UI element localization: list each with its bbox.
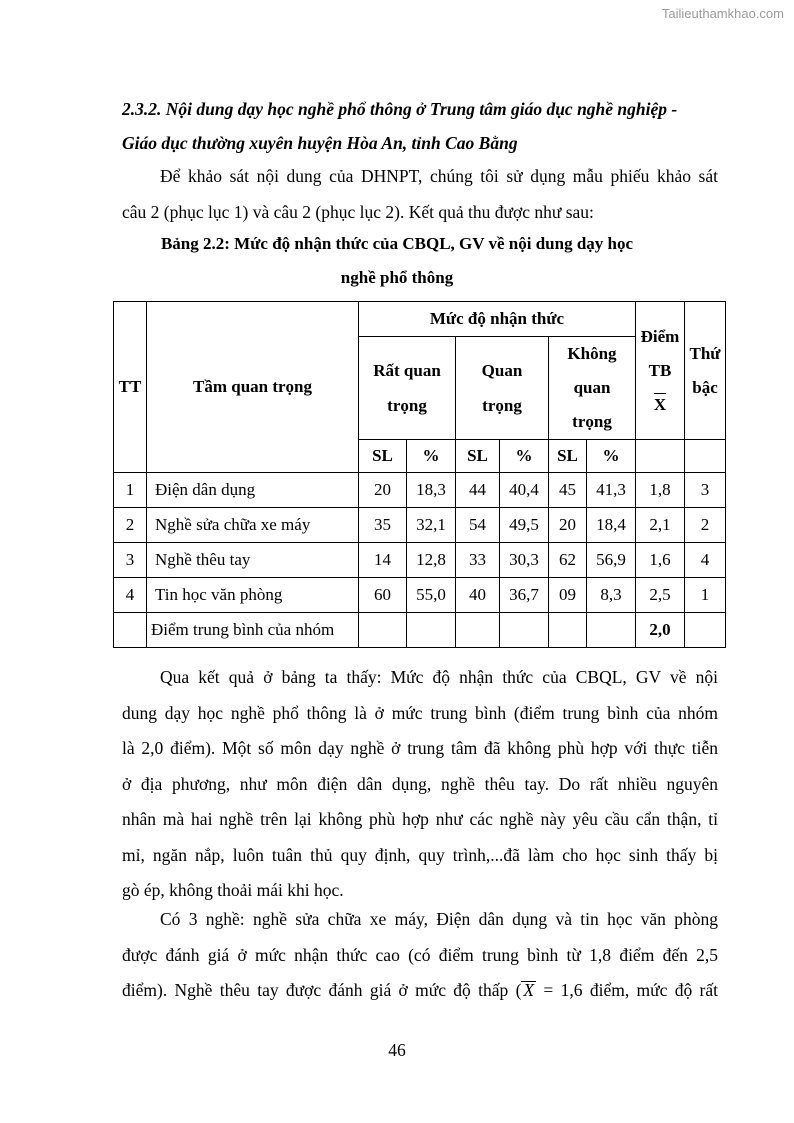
cell-p3: 8,3: [587, 578, 636, 613]
para1-line: Qua kết quả ở bảng ta thấy: Mức độ nhận thức của CBQL, GV về nội: [160, 667, 718, 687]
cell-name: Nghề thêu tay: [147, 543, 359, 578]
analysis-paragraph-1: [122, 660, 718, 909]
header-importance: Tầm quan trọng: [147, 302, 359, 473]
cell-sl1: 60: [359, 578, 407, 613]
x-bar-symbol: X: [653, 394, 667, 414]
cell-p1: 32,1: [407, 508, 456, 543]
section-heading-line2: Giáo dục thường xuyên huyện Hòa An, tỉnh Cao Bằng: [122, 133, 518, 153]
header-very-important-line1: Rất quan: [373, 361, 441, 380]
cell-p2: 49,5: [500, 508, 549, 543]
para2-line2: được đánh giá ở mức nhận thức cao (có điểm trung bình từ 1,8 điểm đến 2,5: [122, 944, 718, 965]
cell-name: Nghề sửa chữa xe máy: [147, 508, 359, 543]
watermark: Tailieuthamkhao.com: [661, 6, 784, 21]
header-score: [636, 302, 685, 440]
header-pct: %: [500, 440, 549, 473]
header-very-important: [359, 337, 456, 440]
header-pct: %: [587, 440, 636, 473]
header-score-line2: TB: [648, 360, 672, 380]
cell-p1: 55,0: [407, 578, 456, 613]
table-row: [114, 508, 726, 543]
summary-score: 2,0: [636, 613, 685, 648]
header-empty: [685, 440, 726, 473]
para1-line: dung dạy học nghề phổ thông là ở mức trung bình (điểm trung bình của nhóm: [122, 702, 718, 723]
para2-line3: [122, 973, 718, 1009]
cell-sl3: 45: [549, 473, 587, 508]
cell-empty: [359, 613, 407, 648]
cell-rank: 4: [685, 543, 726, 578]
cell-sl2: 33: [456, 543, 500, 578]
cell-p1: 18,3: [407, 473, 456, 508]
header-rank: [685, 302, 726, 440]
cell-empty: [456, 613, 500, 648]
header-not-important-line1: Không: [567, 344, 617, 363]
cell-sl3: 09: [549, 578, 587, 613]
cell-empty: [114, 613, 147, 648]
cell-p2: 30,3: [500, 543, 549, 578]
table-caption-line1: Bảng 2.2: Mức độ nhận thức của CBQL, GV về nội dung dạy học: [160, 234, 634, 253]
cell-sl3: 20: [549, 508, 587, 543]
header-sl: SL: [359, 440, 407, 473]
cell-score: 1,8: [636, 473, 685, 508]
x-bar-inline-symbol: X: [523, 980, 535, 1000]
cell-sl2: 40: [456, 578, 500, 613]
cell-sl1: 14: [359, 543, 407, 578]
header-sl: SL: [549, 440, 587, 473]
header-not-important-line3: trọng: [572, 412, 612, 431]
cell-p2: 36,7: [500, 578, 549, 613]
cell-p1: 12,8: [407, 543, 456, 578]
cell-tt: 1: [114, 473, 147, 508]
para1-line: gò ép, không thoải mái khi học.: [122, 880, 344, 900]
table-caption: [0, 227, 794, 295]
cell-name: Tin học văn phòng: [147, 578, 359, 613]
awareness-table: [113, 301, 726, 648]
analysis-paragraph-2: [122, 902, 718, 1009]
cell-empty: [407, 613, 456, 648]
para1-line: ở địa phương, như môn điện dân dụng, nghề thêu tay. Do rất nhiều nguyên: [122, 773, 718, 794]
header-not-important: [549, 337, 636, 440]
para2-line1: Có 3 nghề: nghề sửa chữa xe máy, Điện dân dụng và tin học văn phòng: [160, 909, 718, 929]
cell-tt: 3: [114, 543, 147, 578]
header-score-line1: Điểm: [640, 326, 680, 346]
header-important: [456, 337, 549, 440]
cell-empty: [500, 613, 549, 648]
para2-line3-post: = 1,6 điểm, mức độ rất: [536, 980, 718, 1000]
cell-empty: [549, 613, 587, 648]
section-heading-line1: 2.3.2. Nội dung dạy học nghề phổ thông ở Trung tâm giáo dục nghề nghiệp -: [122, 99, 678, 119]
cell-p3: 41,3: [587, 473, 636, 508]
cell-score: 1,6: [636, 543, 685, 578]
table-row: [114, 578, 726, 613]
table-caption-line2: nghề phổ thông: [340, 268, 454, 287]
summary-label: Điểm trung bình của nhóm: [147, 613, 359, 648]
cell-empty: [685, 613, 726, 648]
intro-paragraph: [122, 159, 718, 230]
header-empty: [636, 440, 685, 473]
header-not-important-line2: quan: [573, 378, 611, 397]
para2-line3-pre: điểm). Nghề thêu tay được đánh giá ở mức độ thấp (: [122, 980, 522, 1000]
cell-name: Điện dân dụng: [147, 473, 359, 508]
cell-p3: 56,9: [587, 543, 636, 578]
cell-p2: 40,4: [500, 473, 549, 508]
header-rank-line2: bậc: [692, 377, 718, 397]
page-number: 46: [388, 1040, 406, 1060]
cell-score: 2,1: [636, 508, 685, 543]
header-awareness: Mức độ nhận thức: [359, 302, 636, 337]
cell-rank: 2: [685, 508, 726, 543]
section-heading: [122, 92, 722, 160]
header-pct: %: [407, 440, 456, 473]
cell-tt: 2: [114, 508, 147, 543]
cell-empty: [587, 613, 636, 648]
cell-rank: 3: [685, 473, 726, 508]
cell-sl2: 44: [456, 473, 500, 508]
table-row: [114, 543, 726, 578]
header-sl: SL: [456, 440, 500, 473]
cell-rank: 1: [685, 578, 726, 613]
para1-line: nhân mà hai nghề trên lại không phù hợp như các nghề này yêu cầu cẩn thận, tỉ: [122, 809, 718, 829]
table-row: [114, 473, 726, 508]
para1-line: mỉ, ngăn nắp, luôn tuân thủ quy định, quy trình,...đã làm cho học sinh thấy bị: [122, 844, 718, 865]
header-rank-line1: Thứ: [689, 343, 721, 363]
cell-sl2: 54: [456, 508, 500, 543]
summary-row: [114, 613, 726, 648]
intro-line2: câu 2 (phục lục 1) và câu 2 (phục lục 2). Kết quả thu được như sau:: [122, 201, 594, 222]
header-important-line1: Quan: [481, 361, 523, 380]
header-tt: TT: [114, 302, 147, 473]
header-very-important-line2: trọng: [387, 396, 427, 415]
cell-p3: 18,4: [587, 508, 636, 543]
cell-score: 2,5: [636, 578, 685, 613]
cell-tt: 4: [114, 578, 147, 613]
header-important-line2: trọng: [482, 396, 522, 415]
intro-line1: Để khảo sát nội dung của DHNPT, chúng tôi sử dụng mẫu phiếu khảo sát: [160, 166, 718, 186]
cell-sl1: 20: [359, 473, 407, 508]
cell-sl1: 35: [359, 508, 407, 543]
cell-sl3: 62: [549, 543, 587, 578]
para1-line: là 2,0 điểm). Một số môn dạy nghề ở trung tâm đã không phù hợp với thực tiễn: [122, 738, 718, 758]
